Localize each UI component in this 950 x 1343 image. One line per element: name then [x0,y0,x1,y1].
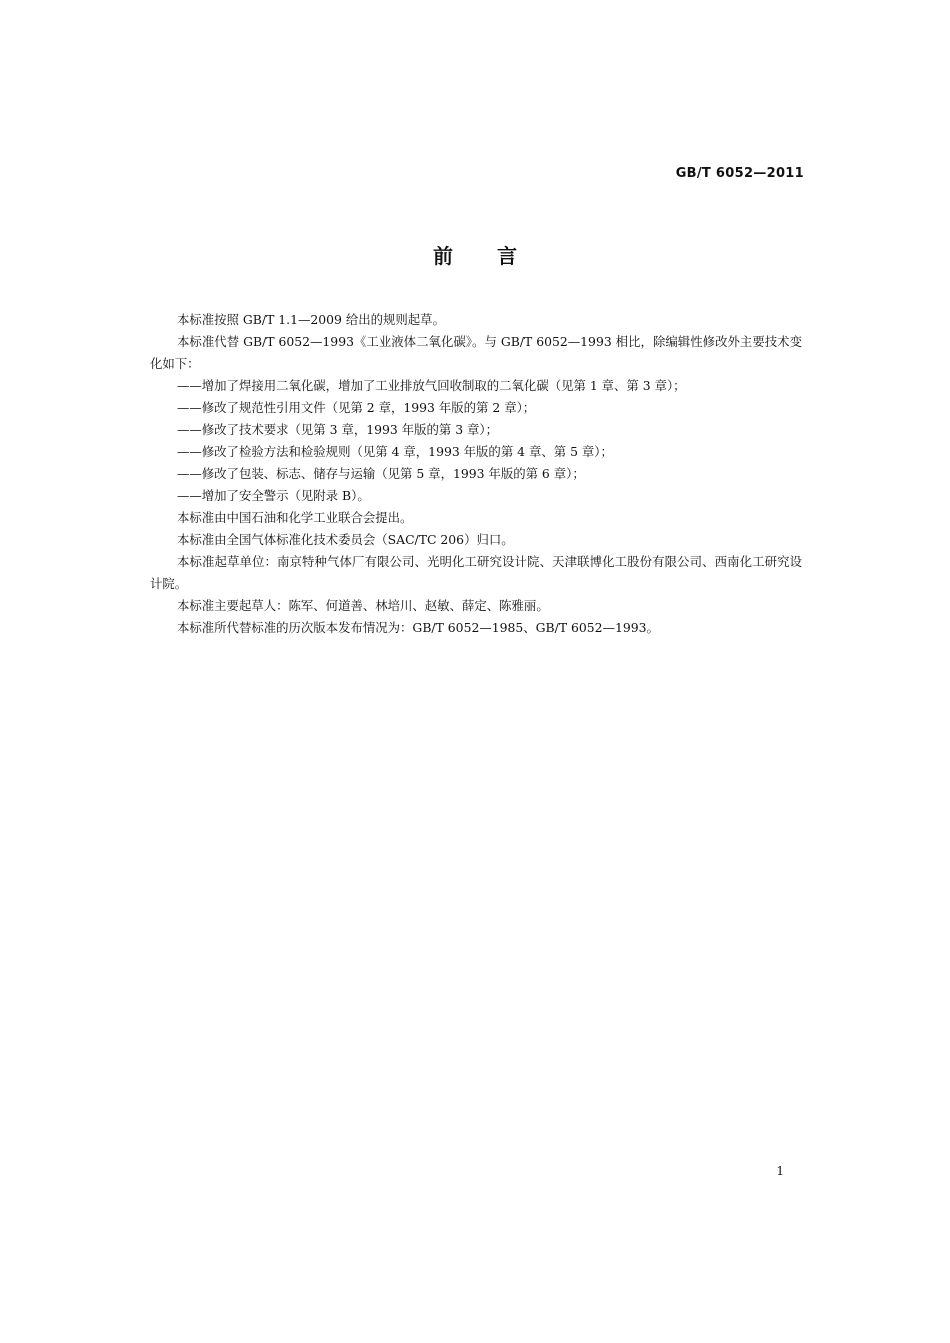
page-number: 1 [776,1164,784,1178]
paragraph: 本标准代替 GB/T 6052—1993《工业液体二氧化碳》。与 GB/T 6052—1993 相比，除编辑性修改外主要技术变化如下： [150,334,802,371]
change-item: ——修改了技术要求（见第 3 章，1993 年版的第 3 章）； [177,422,498,437]
change-item: ——修改了规范性引用文件（见第 2 章，1993 年版的第 2 章）； [177,400,536,415]
paragraph: 本标准主要起草人：陈军、何道善、林培川、赵敏、薛定、陈雅丽。 [177,598,549,613]
change-item: ——修改了包装、标志、储存与运输（见第 5 章，1993 年版的第 6 章）； [177,466,585,481]
paragraph: 本标准由全国气体标准化技术委员会（SAC/TC 206）归口。 [177,532,514,547]
paragraph: 本标准按照 GB/T 1.1—2009 给出的规则起草。 [177,312,445,327]
change-item: ——增加了安全警示（见附录 B）。 [177,488,370,503]
paragraph: 本标准所代替标准的历次版本发布情况为：GB/T 6052—1985、GB/T 6052—1993。 [177,620,659,635]
change-item: ——修改了检验方法和检验规则（见第 4 章，1993 年版的第 4 章、第 5 章）； [177,444,613,459]
paragraph: 本标准起草单位：南京特种气体厂有限公司、光明化工研究设计院、天津联博化工股份有限公司、西南化工研究设计院。 [150,554,802,591]
change-item: ——增加了焊接用二氧化碳，增加了工业排放气回收制取的二氧化碳（见第 1 章、第 3 章）； [177,378,686,393]
paragraph: 本标准由中国石油和化学工业联合会提出。 [177,510,413,525]
foreword-body [150,309,802,639]
standard-code: GB/T 6052—2011 [675,166,804,181]
page-title: 前言 [433,244,561,268]
